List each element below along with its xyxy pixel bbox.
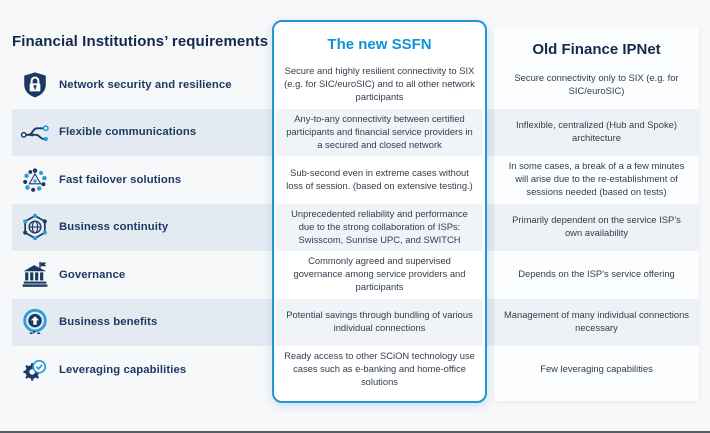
ssfn-cell-business-benefits: Potential savings through bundling of various individual connections (286, 309, 473, 334)
gear-check-icon (20, 355, 50, 385)
ipnet-cell-leveraging: Few leveraging capabilities (540, 363, 653, 375)
requirement-label: Leveraging capabilities (59, 363, 187, 376)
ssfn-cell-governance: Commonly agreed and supervised governance among service providers and participants (293, 255, 466, 293)
ssfn-cell-fast-failover: Sub-second even in extreme cases without loss of session. (based on extensive testing.) (286, 166, 473, 191)
requirement-label: Network security and resilience (59, 78, 232, 91)
requirement-label: Governance (59, 268, 126, 281)
bank-building-icon (20, 260, 50, 290)
hexagon-globe-icon (20, 212, 50, 242)
requirement-label: Business benefits (59, 316, 158, 329)
ipnet-cell-network-security: Secure connectivity only to SIX (e.g. for SIC/euroSIC) (514, 71, 679, 96)
branch-connections-icon (20, 117, 50, 147)
ssfn-cell-flexible-comms: Any-to-any connectivity between certified participants and financial service providers in a secured and closed network (286, 112, 473, 150)
requirement-row-business-continuity (0, 204, 272, 252)
requirement-row-fast-failover (0, 156, 272, 204)
requirement-row-business-benefits (0, 299, 272, 347)
shield-lock-icon (20, 70, 50, 100)
network-mesh-icon (20, 165, 50, 195)
ipnet-cell-flexible-comms: Inflexible, centralized (Hub and Spoke) architecture (515, 119, 678, 144)
ssfn-cell-leveraging: Ready access to other SCiON technology use cases such as e-banking and home-office solutions (284, 350, 475, 388)
requirements-column-title: Financial Institutions’ requirements (12, 33, 269, 50)
requirement-label: Business continuity (59, 221, 169, 234)
requirement-label: Fast failover solutions (59, 173, 182, 186)
requirement-row-governance (0, 251, 272, 299)
ipnet-cell-governance: Depends on the ISP’s service offering (518, 268, 675, 280)
old-ipnet-title: Old Finance IPNet (532, 41, 661, 58)
growth-arrow-circle-icon (20, 307, 50, 337)
ipnet-cell-business-continuity: Primarily dependent on the service ISP’s own availability (512, 214, 681, 239)
ipnet-cell-business-benefits: Management of many individual connections necessary (503, 309, 689, 334)
new-ssfn-title: The new SSFN (327, 36, 432, 53)
requirement-label: Flexible communications (59, 126, 197, 139)
requirement-row-flexible-communications (0, 109, 272, 157)
ipnet-cell-fast-failover: In some cases, a break of a a few minutes will arise due to the re-establishment of sessions needed (based on tests) (508, 160, 685, 198)
requirement-row-network-security (0, 61, 272, 109)
ssfn-cell-business-continuity: Unprecedented reliability and performance due to the strong collaboration of ISPs: Swisscom, Sunrise UPC, and SWITCH (291, 207, 468, 245)
requirement-row-leveraging-capabilities (0, 346, 272, 394)
new-ssfn-column (272, 20, 487, 403)
old-ipnet-column (494, 27, 699, 401)
ssfn-cell-network-security: Secure and highly resilient connectivity to SIX (e.g. for SIC/euroSIC) and to all other network participants (284, 65, 475, 103)
